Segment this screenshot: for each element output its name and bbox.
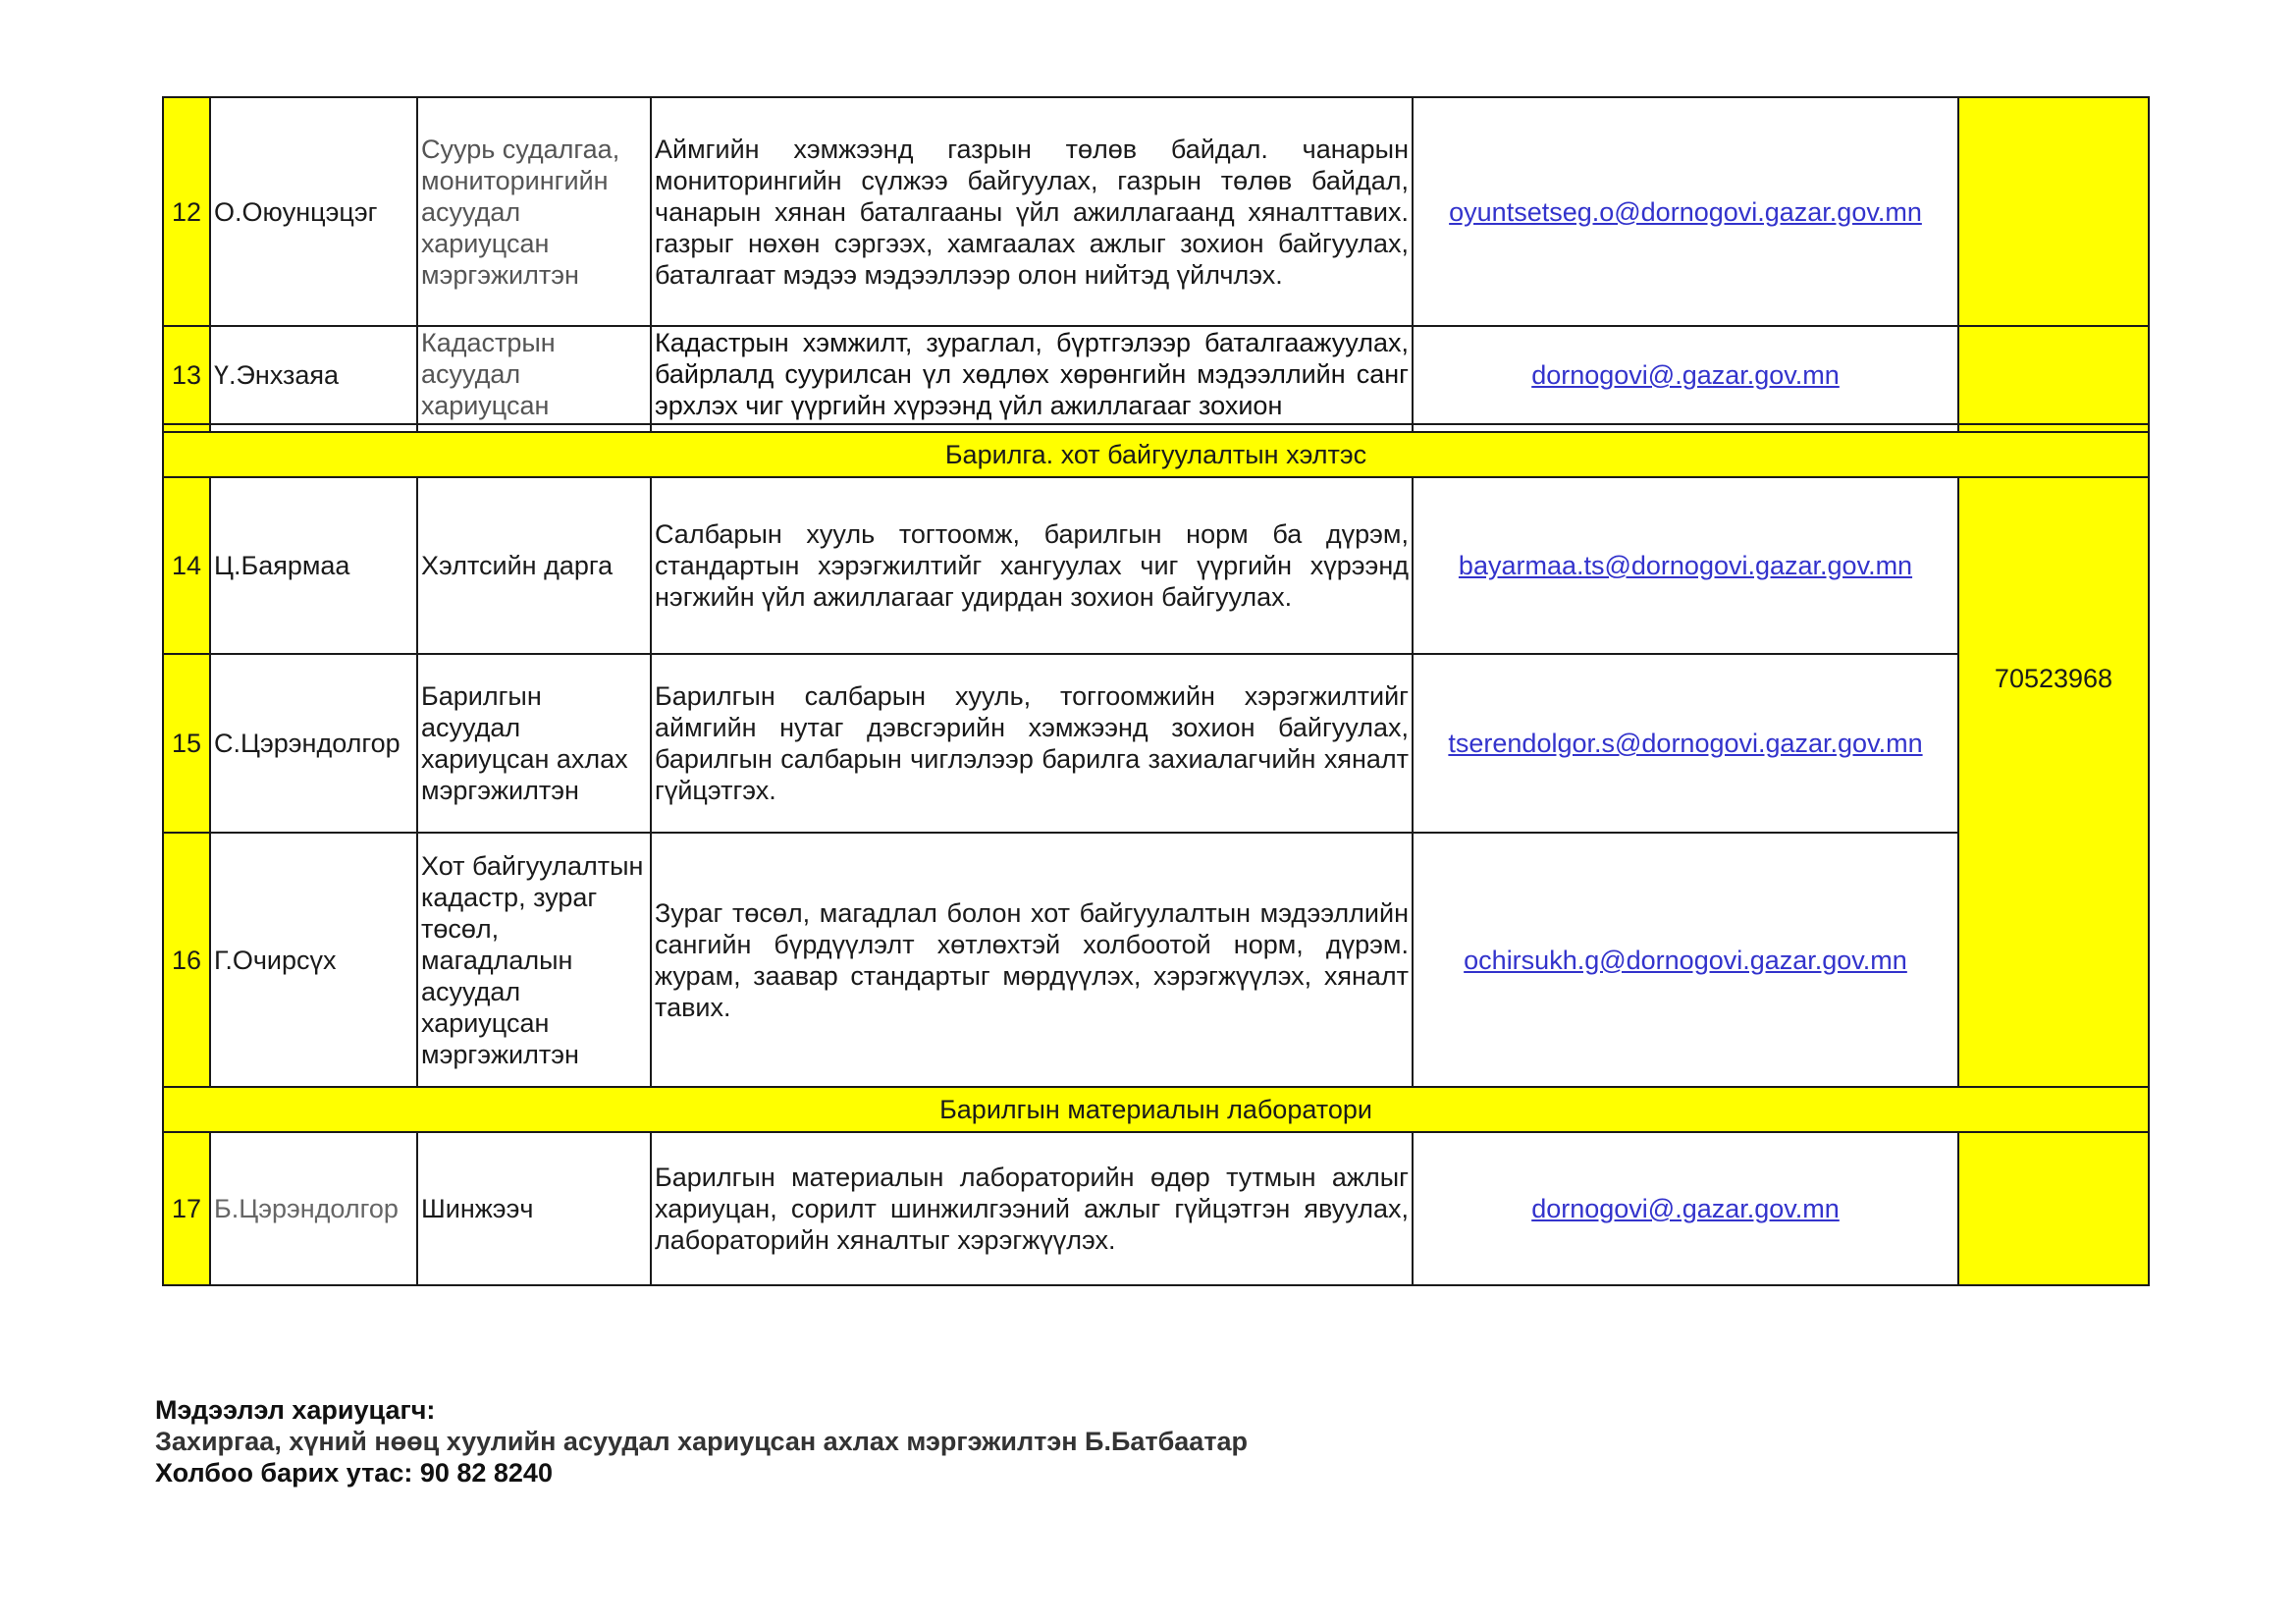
- job-description: Зураг төсөл, магадлал болон хот байгуулалтын мэдээллийн сангийн бүрдүүлэлт хөтлөхтэй холбоотой норм, дүрэм. журам, заавар стандартыг мөрдүүлэх, хэрэгжүүлэх, хяналт тавих.: [651, 833, 1413, 1087]
- section-header: [163, 1087, 2149, 1132]
- row-number: 15: [163, 654, 210, 833]
- table-row: [163, 1132, 2149, 1285]
- employee-position: Хэлтсийн дарга: [417, 477, 651, 654]
- table-row: [163, 97, 2149, 326]
- row-number: 14: [163, 477, 210, 654]
- job-description: Салбарын хууль тогтоомж, барилгын норм ба дүрэм, стандартын хэрэгжилтийг хангуулах чиг үүргийн хүрээнд нэгжийн үйл ажиллагааг удирдан зохион байгуулах.: [651, 477, 1413, 654]
- phone-number: 70523968: [1958, 477, 2149, 1087]
- email-link[interactable]: ochirsukh.g@dornogovi.gazar.gov.mn: [1464, 945, 1907, 975]
- employee-position: Шинжээч: [417, 1132, 651, 1285]
- employee-position: Хот байгуулалтын кадастр, зураг төсөл, магадлалын асуудал хариуцсан мэргэжилтэн: [417, 833, 651, 1087]
- section-title-construction: Барилга. хот байгуулалтын хэлтэс: [163, 432, 2149, 477]
- employee-name: Ц.Баярмаа: [210, 477, 417, 654]
- email-cell: [1413, 326, 1958, 424]
- employee-name: Ү.Энхзаяа: [210, 326, 417, 424]
- footer-responsible-person: Захиргаа, хүний нөөц хуулийн асуудал хариуцсан ахлах мэргэжилтэн Б.Батбаатар: [155, 1427, 1249, 1456]
- employee-position: Суурь судалгаа, мониторингийн асуудал хариуцсан мэргэжилтэн: [417, 97, 651, 326]
- footer-phone: Холбоо барих утас: 90 82 8240: [155, 1458, 553, 1488]
- job-description: Барилгын материалын лабораторийн өдөр тутмын ажлыг хариуцан, сорилт шинжилгээний ажлыг гүйцэтгэн явуулах, лабораторийн хяналтыг хэрэгжүүлэх.: [651, 1132, 1413, 1285]
- table-row: [163, 326, 2149, 424]
- email-cell: [1413, 477, 1958, 654]
- employee-position: Кадастрын асуудал хариуцсан: [417, 326, 651, 424]
- phone-cell: [1958, 326, 2149, 424]
- section-title-lab: Барилгын материалын лаборатори: [163, 1087, 2149, 1132]
- employee-name: С.Цэрэндолгор: [210, 654, 417, 833]
- job-description: Аймгийн хэмжээнд газрын төлөв байдал. чанарын мониторингийн сүлжээ байгуулах, газрын төлөв байдал, чанарын хянан баталгааны үйл ажиллагаанд хяналттавих. газрыг нөхөн сэргээх, хамгаалах ажлыг зохион байгуулах, баталгаат мэдээ мэдээллээр олон нийтэд үйлчлэх.: [651, 97, 1413, 326]
- contact-footer: [155, 1394, 1248, 1489]
- row-number: 17: [163, 1132, 210, 1285]
- email-link[interactable]: oyuntsetseg.o@dornogovi.gazar.gov.mn: [1449, 196, 1922, 227]
- employee-name: Г.Очирсүх: [210, 833, 417, 1087]
- section-header: [163, 432, 2149, 477]
- email-link[interactable]: dornogovi@.gazar.gov.mn: [1531, 360, 1840, 390]
- row-number: 12: [163, 97, 210, 326]
- staff-table: [162, 96, 2150, 1286]
- email-link[interactable]: tserendolgor.s@dornogovi.gazar.gov.mn: [1448, 729, 1923, 758]
- email-cell: [1413, 654, 1958, 833]
- job-description: Барилгын салбарын хууль, тоггоомжийн хэрэгжилтийг аймгийн нутаг дэвсгэрийн хэмжээнд зохион байгуулах, барилгын салбарын чиглэлээр барилга захиалагчийн хяналт гүйцэтгэх.: [651, 654, 1413, 833]
- employee-name: О.Оюунцэцэг: [210, 97, 417, 326]
- row-number: 13: [163, 326, 210, 424]
- phone-cell: [1958, 97, 2149, 326]
- email-cell: [1413, 1132, 1958, 1285]
- table-row: [163, 477, 2149, 654]
- email-link[interactable]: bayarmaa.ts@dornogovi.gazar.gov.mn: [1458, 551, 1913, 580]
- job-description: Кадастрын хэмжилт, зураглал, бүртгэлээр баталгаажуулах, байрлалд суурилсан үл хөдлөх хөрөнгийн мэдээллийн санг эрхлэх чиг үүргийн хүрээнд үйл ажиллагааг зохион: [651, 326, 1413, 424]
- employee-name: Б.Цэрэндолгор: [210, 1132, 417, 1285]
- email-cell: [1413, 97, 1958, 326]
- footer-heading: Мэдээлэл хариуцагч:: [155, 1395, 436, 1425]
- table-row: [163, 833, 2149, 1087]
- employee-position: Барилгын асуудал хариуцсан ахлах мэргэжилтэн: [417, 654, 651, 833]
- email-link[interactable]: dornogovi@.gazar.gov.mn: [1531, 1194, 1840, 1223]
- email-cell: [1413, 833, 1958, 1087]
- table-row: [163, 654, 2149, 833]
- row-separator: [163, 424, 2149, 432]
- phone-cell: [1958, 1132, 2149, 1285]
- row-number: 16: [163, 833, 210, 1087]
